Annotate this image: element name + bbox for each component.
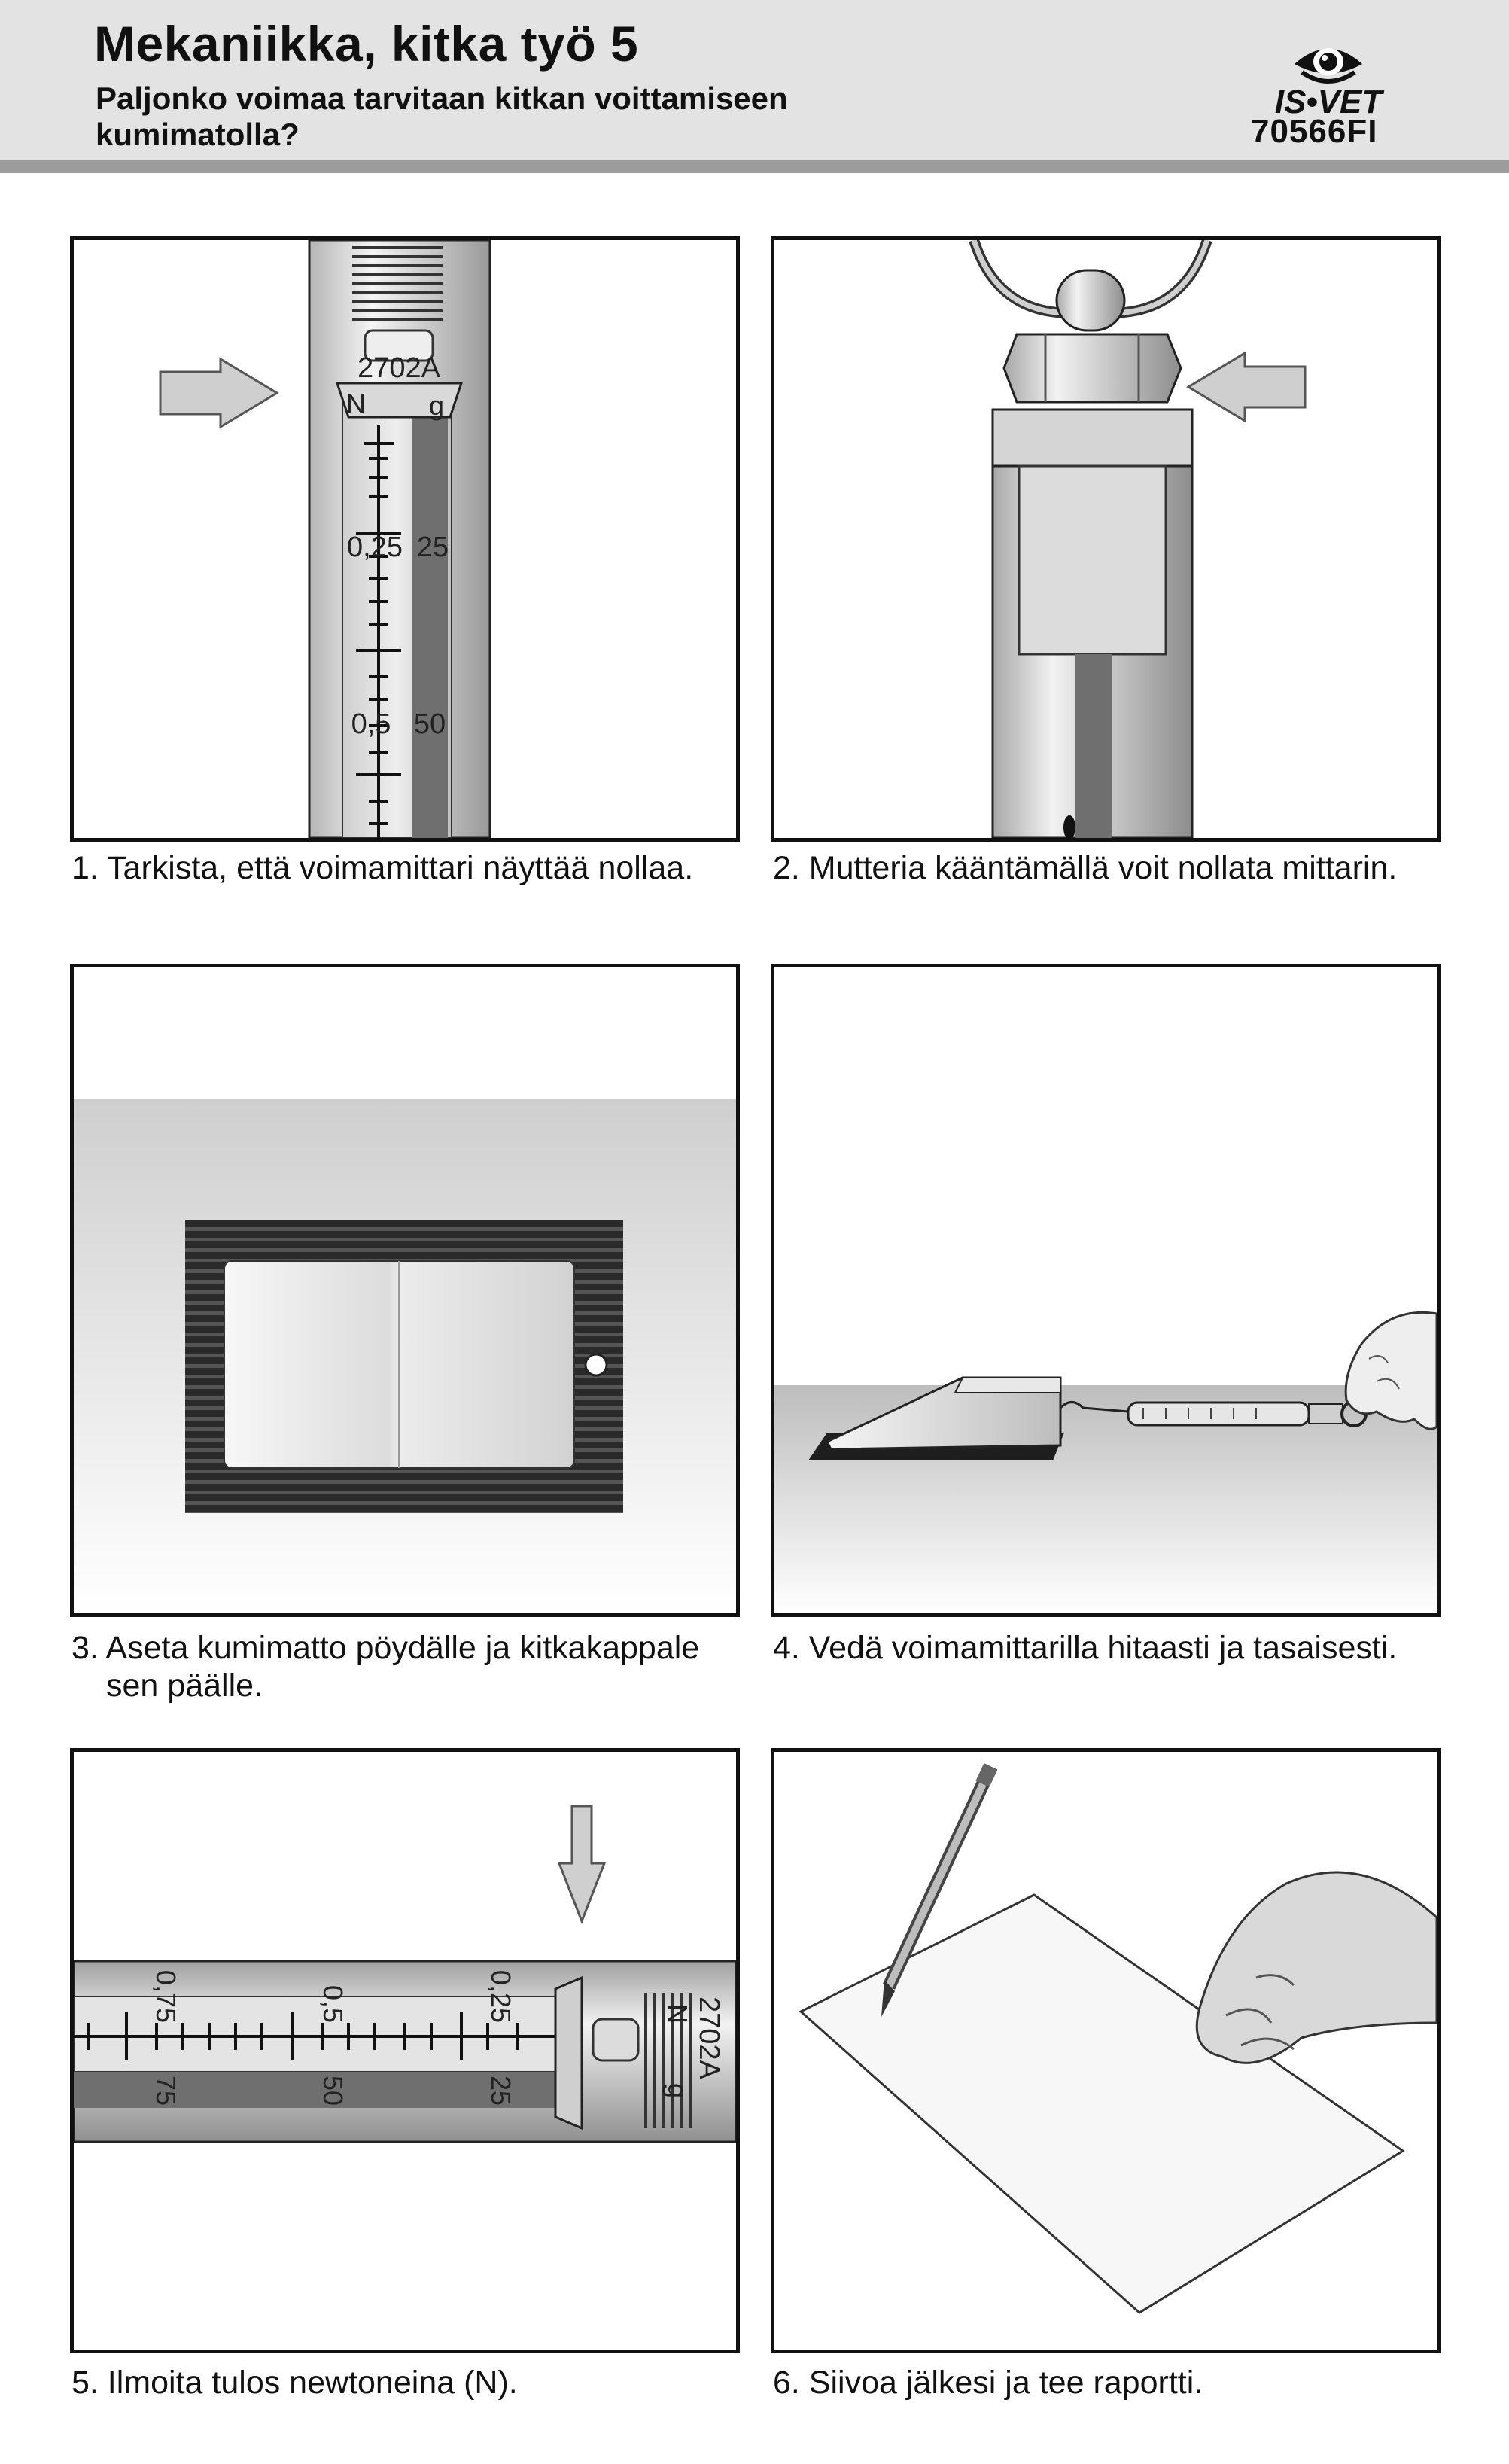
scale-label-g-25: 25	[485, 2076, 516, 2106]
eye-icon	[1295, 48, 1362, 81]
scale-unit-g: g	[429, 390, 445, 421]
zero-nut	[1004, 334, 1181, 402]
scale-label-n-075: 0,75	[151, 1969, 181, 2023]
scale-unit-n: N	[662, 2004, 693, 2024]
panel-4-pulling	[771, 964, 1441, 1617]
panel-5-reading	[70, 1748, 740, 2353]
scale-label-n-025: 0,25	[485, 1969, 516, 2023]
step-3-caption	[71, 1629, 699, 1704]
scale-label-g-50: 50	[413, 708, 446, 740]
scale-label-g-75: 75	[151, 2076, 181, 2106]
brand-wordmark: IS•VET	[1274, 84, 1383, 120]
page-subtitle	[96, 81, 999, 153]
header-rule	[0, 160, 1509, 173]
scale-unit-n: N	[346, 388, 366, 419]
step-4-caption: 4. Vedä voimamittarilla hitaasti ja tasaisesti.	[773, 1630, 1398, 1666]
step-2-caption: 2. Mutteria kääntämällä voit nollata mittarin.	[773, 850, 1398, 886]
panel-2-zero-nut	[771, 236, 1441, 842]
step-6-caption: 6. Siivoa jälkesi ja tee raportti.	[773, 2365, 1203, 2401]
arrow-right-icon	[160, 359, 277, 427]
step-3-line-1: 3. Aseta kumimatto pöydälle ja kitkakappale	[71, 1630, 700, 1666]
panel-6-report	[771, 1748, 1441, 2353]
arrow-left-icon	[1188, 353, 1305, 421]
hand-illustration	[1197, 1872, 1437, 2063]
step-1-caption: 1. Tarkista, että voimamittari näyttää nollaa.	[71, 850, 694, 886]
subtitle-line-2: kumimatolla?	[96, 117, 300, 152]
scale-label-n-025: 0,25	[347, 531, 403, 563]
scale-collar	[555, 1978, 582, 2128]
scale-label-g-25: 25	[416, 531, 449, 563]
scale-unit-g: g	[662, 2083, 693, 2099]
step-5-caption: 5. Ilmoita tulos newtoneina (N).	[71, 2365, 518, 2401]
block-hook-ring	[586, 1354, 607, 1375]
scale-label-n-05: 0,5	[351, 708, 391, 740]
spring-scale	[1128, 1403, 1309, 1425]
panel-3-rubber-mat	[70, 964, 740, 1617]
panel-1-scale-zero	[70, 236, 740, 842]
scale-model-label: 2702A	[357, 352, 440, 384]
scale-label-g-50: 50	[318, 2076, 348, 2106]
arrow-down-icon	[559, 1806, 604, 1921]
step-3-line-2: sen päälle.	[106, 1668, 263, 1704]
subtitle-line-1: Paljonko voimaa tarvitaan kitkan voittamiseen	[96, 81, 788, 116]
product-code: 70566FI	[1251, 113, 1378, 150]
hand-illustration	[1346, 1312, 1437, 1429]
scale-label-n-05: 0,5	[318, 1984, 348, 2023]
scale-model-label: 2702A	[693, 1996, 725, 2079]
isvet-logo	[1219, 30, 1438, 120]
page-title: Mekaniikka, kitka työ 5	[94, 16, 639, 72]
